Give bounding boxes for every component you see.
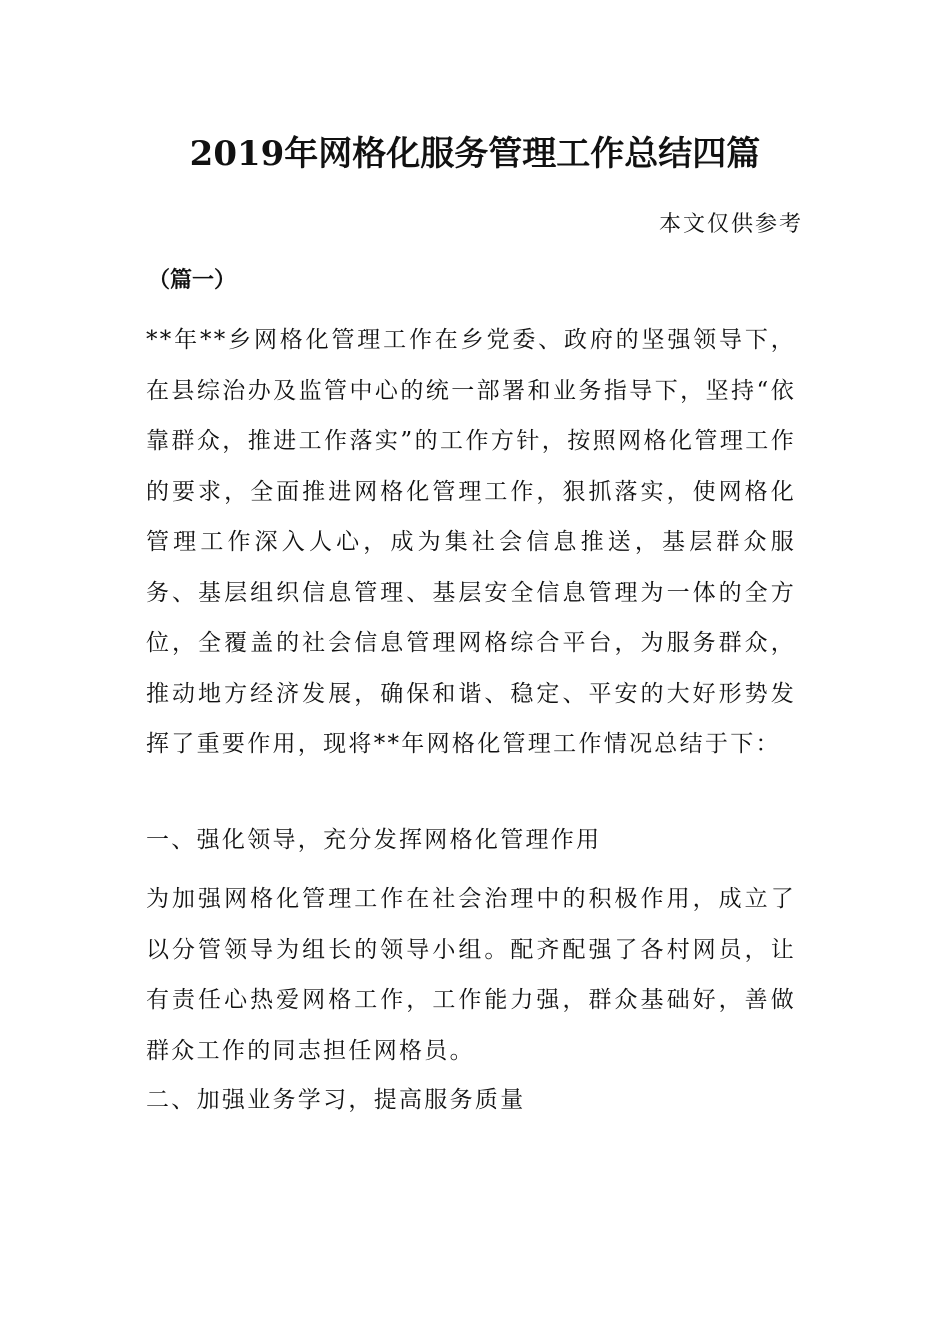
reference-note: 本文仅供参考 (658, 212, 803, 237)
section-heading: 一、强化领导，充分发挥网格化管理作用 (146, 827, 602, 853)
section-label: （篇一） (148, 267, 237, 293)
body-paragraph: 为加强网格化管理工作在社会治理中的积极作用，成立了以分管领导为组长的领导小组。配齐配强了各村网员，让有责任心热爱网格工作，工作能力强，群众基础好，善做群众工作的同志担任网格员。 (146, 886, 796, 1064)
section-heading: 二、加强业务学习，提高服务质量 (146, 1087, 526, 1113)
body-paragraph: **年**乡网格化管理工作在乡党委、政府的坚强领导下，在县综治办及监管中心的统一部署和业务指导下，坚持“依靠群众，推进工作落实”的工作方针，按照网格化管理工作的要求，全面推进网格化管理工作，狠抓落实，使网格化管理工作深入人心，成为集社会信息推送，基层群众服务、基层组织信息管理、基层安全信息管理为一体的全方位，全覆盖的社会信息管理网格综合平台，为服务群众，推动地方经济发展，确保和谐、稳定、平安的大好形势发挥了重要作用，现将**年网格化管理工作情况总结于下： (146, 327, 796, 757)
document-title: 2019年网格化服务管理工作总结四篇 (189, 134, 761, 174)
